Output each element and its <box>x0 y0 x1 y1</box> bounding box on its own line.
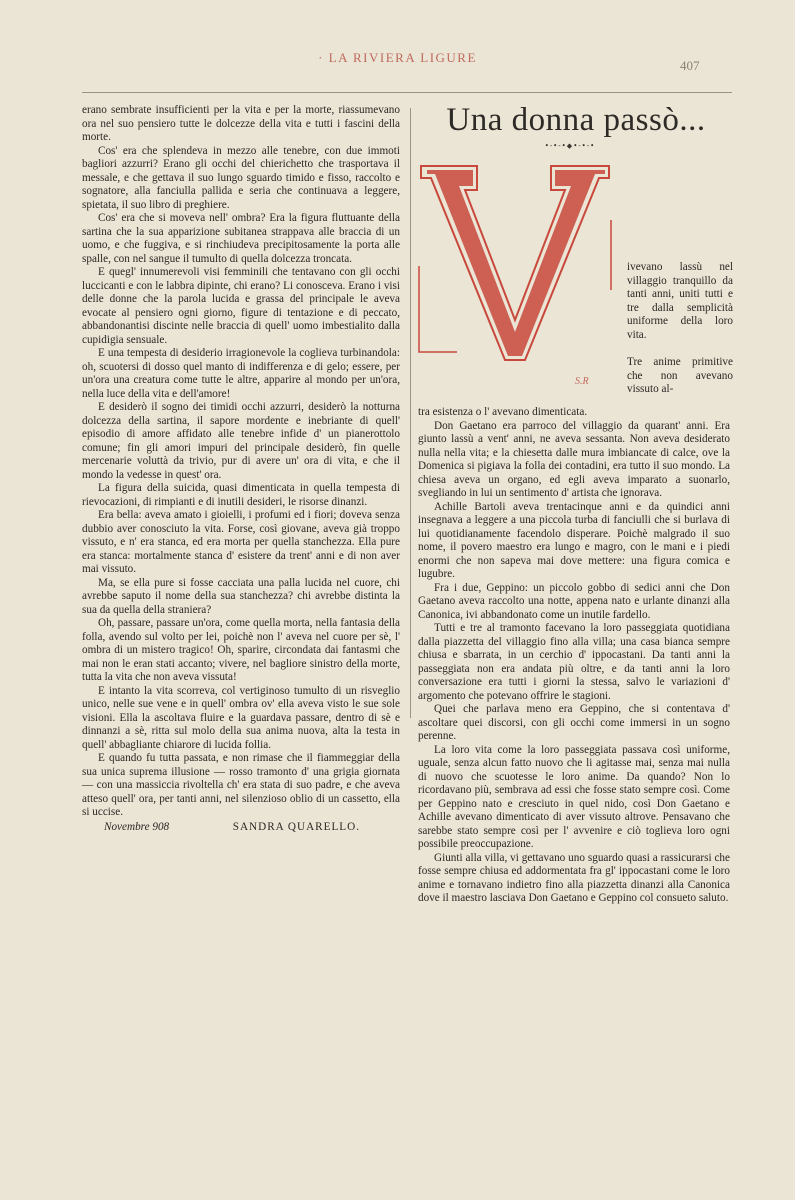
left-paragraph: Cos' era che splendeva in mezzo alle tenebre, con due immoti bagliori azzurri? Erano gli occhi del chierichetto che trasportava il messale, e che gettava il suo lungo sguardo timido e fisso, raccolto e sognatore, alla fanciulla pallida e seria che continuava a leggere, spietata, il suo libro di preghiere. <box>82 144 400 211</box>
left-paragraph: E una tempesta di desiderio irragionevole la coglieva turbinandola: oh, scuotersi di dosso quel manto di indifferenza e di gelo; essere, per un'ora una creatura come tutte le altre, apparire al mondo per un'ora, nella luce della vita e dell'amore! <box>82 347 400 400</box>
story-paragraph: Giunti alla villa, vi gettavano uno sguardo quasi a rassicurarsi che fosse sempre chiusa ed addormentata fra gl' ippocastani come le loro anime e tornavano indietro fino alla piazzetta dinanzi alla Canonica dove il maestro lasciava Don Gaetano e Geppino col consueto saluto. <box>418 851 730 904</box>
signature-date: Novembre 908 <box>104 820 170 833</box>
story-paragraph: Fra i due, Geppino: un piccolo gobbo di sedici anni che Don Gaetano aveva raccolto una notte, appena nato e urlante dinanzi alla Canonica, ivi abbandonato come un inutile fardello. <box>418 581 730 621</box>
story-paragraph: Quei che parlava meno era Geppino, che si contentava d' ascoltare quei discorsi, con gli occhi come immersi in un sogno perenne. <box>418 703 730 742</box>
right-column <box>418 406 730 906</box>
title-ornament: •-•-•◆•-•-• <box>544 142 596 150</box>
story-paragraph: Achille Bartoli aveva trentacinque anni e da quindici anni insegnava a leggere a una piccola turba di fanciulli che si burlava di lui quotidianamente facendolo disperare. Poichè malgrado il suo nome, il povero maestro era lungo e magro, con le mani e i piedi enormi che non sapeva mai dove mettere: una figura comica e lugubre. <box>418 500 730 580</box>
left-paragraph: E desiderò il sogno dei timidi occhi azzurri, desiderò la notturna dolcezza della sartina, il sapore mordente e inebriante di quell' episodio di amore affidato alle tenebre infide d' un pianerottolo comune; fin gli amori impuri del principale desiderò, fin quelle mercenarie voluttà da trivio, pur di avere un' ora di vita, e che il mondo la vedesse in quest' ora. <box>82 401 400 481</box>
left-paragraph: E quando fu tutta passata, e non rimase che il fiammeggiar della sua unica suprema illusione — rosso tramonto d' una grigia giornata — con una massiccia rivoltella ch' era stata di suo padre, e che aveva atteso quell' ora, per tanti anni, nel silenzioso oblio di un cassetto, ella si uccise. <box>82 752 400 818</box>
page-number: 407 <box>680 58 700 73</box>
intro-text-continued: Tre anime primitive che non avevano vissuto al- <box>627 356 733 395</box>
left-paragraph: Era bella: aveva amato i gioielli, i profumi ed i fiori; doveva senza dubbio aver conosciuto la vita. Forse, così giovane, aveva già troppo vissuto, e n' era stanca, ed era morta per quella stanchezza. Ella pure era stanca: mortalmente stanca d' esistere da trent' anni e di non aver mai vissuto. <box>82 509 400 575</box>
story-paragraph: Don Gaetano era parroco del villaggio da quarant' anni. Era giunto lassù a vent' anni, ne aveva sessanta. Non aveva desiderato nulla nella vita; e la chiesetta dalle mura imbiancate di calce, ove la Domenica si pigiava la folla dei contadini, era tutto il suo mondo. La chiesa aveva un organo, ed egli aveva imparato a suonarlo, svegliando in lui un sentimento d' artista che ignorava. <box>418 419 730 499</box>
left-paragraph: erano sembrate insufficienti per la vita e per la morte, riassumevano ora nel suo pensiero tutte le dolcezze della vita e tutti i fascini della morte. <box>82 104 400 143</box>
column-divider <box>410 108 411 718</box>
story-paragraph: Tutti e tre al tramonto facevano la loro passeggiata quotidiana dalla piazzetta del villaggio fino alla villa; una casa bianca sempre chiusa e sbarrata, in un cerchio d' ippocastani. Da tanti anni la passeggiata non era andata più oltre, e da tanti anni la loro conversazione era tutti i giorni la stessa, salvo le variazioni d' argomento che potevano offrire le stagioni. <box>418 622 730 702</box>
artist-mark: S.R <box>575 376 589 387</box>
initial-letter-v <box>417 160 613 368</box>
story-paragraph: La loro vita come la loro passeggiata passava così uniforme, uguale, senza alcun fatto nuovo che li agitasse mai, senza mai nulla di nuovo che scuotesse le loro anime. Da quando? Non lo ricordavano più, sembrava ad essi che fosse stato sempre così. Come per Geppino nato e cresciuto in quel nido, così Don Gaetano e Achille avevano dimenticato di aver vissuto altrove. Pensavano che sarebbe stato sempre così per l' avvenire e ciò toglieva loro ogni possibile preoccupazione. <box>418 743 730 850</box>
left-paragraph: E quegl' innumerevoli visi femminili che tentavano con gli occhi luccicanti e con le labbra dipinte, chi erano? Li conosceva. Erano i visi delle donne che la parola lucida e grassa del principale le aveva evocate al pensiero ogni giorno, figure di tentazione e di peccato, abbandonantisi discinte nelle braccia di quell' uomo imbestialito dalla cupidigia sensuale. <box>82 266 400 346</box>
running-title: · LA RIVIERA LIGURE <box>318 50 477 65</box>
left-paragraph: Ma, se ella pure si fosse cacciata una palla lucida nel cuore, chi avrebbe saputo il nome della sua stanchezza? chi avrebbe distinta la sua da quella della straniera? <box>82 576 400 616</box>
signature-author: SANDRA QUARELLO. <box>232 820 360 833</box>
left-paragraph: E intanto la vita scorreva, col vertiginoso tumulto di un risveglio unico, nelle sue vene e in quell' ombra ov' ella aveva visto le sue sole visioni. Ella la ascoltava fluire e la guardava passare, dentro di sè e dinnanzi a sè, ritta sul molo della sua anima nuova, alta la testa in quell' abbagliante chiarore di lucida follia. <box>82 684 400 751</box>
left-paragraph: Oh, passare, passare un'ora, come quella morta, nella fantasia della folla, avendo sul volto per lei, poichè non l' aveva nel cuore per sè, l' ombra di un mistero tragico! Oh, sparire, circondata dai fantasmi che mai non le eran stati accanto; vivere, nel bagliore sinistro della morte, tutta la vita che non aveva vissuta! <box>82 617 400 683</box>
intro-text: ivevano lassù nel villaggio tranquillo da tanti anni, uniti tutti e tre dalla semplicità uniforme della loro vita. <box>627 261 733 341</box>
story-paragraph: tra esistenza o l' avevano dimenticata. <box>418 406 588 418</box>
left-paragraph: La figura della suicida, quasi dimenticata in quella tempesta di rievocazioni, di rimpianti e di inutili desideri, le risorse dinanzi. <box>82 482 400 508</box>
left-column <box>82 104 400 834</box>
left-paragraph: Cos' era che si moveva nell' ombra? Era la figura fluttuante della sartina che la sua apparizione subitanea strappava alle braccia di un uomo, e che fuggiva, e si rinchiudeva precipitosamente la porta alle spalle, con nel sangue il tumulto di quella dolcezza troncata. <box>82 212 400 265</box>
signature <box>82 821 400 835</box>
story-title: Una donna passò... <box>446 102 706 138</box>
header-rule <box>82 92 732 93</box>
